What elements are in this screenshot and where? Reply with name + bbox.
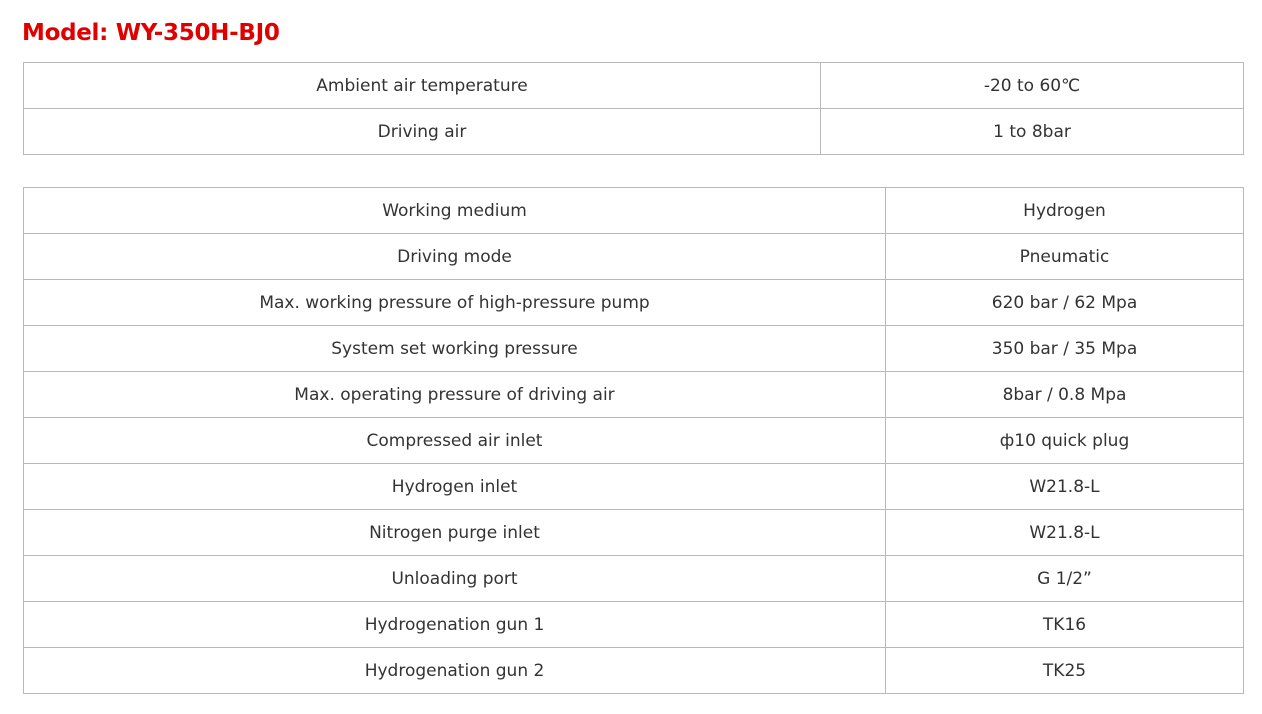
table-row [24, 648, 1244, 694]
table-row [24, 602, 1244, 648]
spec-label: Unloading port [24, 556, 886, 602]
table-row [24, 510, 1244, 556]
spec-value: ф10 quick plug [886, 418, 1244, 464]
table-row [24, 556, 1244, 602]
table-row [24, 418, 1244, 464]
technical-spec-table [23, 187, 1244, 694]
table-row [24, 234, 1244, 280]
spec-label: Hydrogen inlet [24, 464, 886, 510]
spec-value: W21.8-L [886, 510, 1244, 556]
spec-value: -20 to 60℃ [821, 63, 1244, 109]
spec-value: W21.8-L [886, 464, 1244, 510]
spec-label: System set working pressure [24, 326, 886, 372]
spec-label: Nitrogen purge inlet [24, 510, 886, 556]
spec-value: 350 bar / 35 Mpa [886, 326, 1244, 372]
spec-label: Ambient air temperature [24, 63, 821, 109]
table-row [24, 188, 1244, 234]
environment-spec-table [23, 62, 1244, 155]
table-row [24, 326, 1244, 372]
spec-value: 8bar / 0.8 Mpa [886, 372, 1244, 418]
spec-label: Working medium [24, 188, 886, 234]
table-row [24, 63, 1244, 109]
spec-label: Hydrogenation gun 1 [24, 602, 886, 648]
spec-label: Driving mode [24, 234, 886, 280]
spec-value: G 1/2” [886, 556, 1244, 602]
spec-value: TK16 [886, 602, 1244, 648]
table-row [24, 464, 1244, 510]
table-row [24, 109, 1244, 155]
spec-value: TK25 [886, 648, 1244, 694]
spec-value: Hydrogen [886, 188, 1244, 234]
table-row [24, 372, 1244, 418]
spec-label: Max. operating pressure of driving air [24, 372, 886, 418]
table-row [24, 280, 1244, 326]
spec-value: Pneumatic [886, 234, 1244, 280]
spec-value: 1 to 8bar [821, 109, 1244, 155]
spec-value: 620 bar / 62 Mpa [886, 280, 1244, 326]
spec-label: Compressed air inlet [24, 418, 886, 464]
spec-label: Hydrogenation gun 2 [24, 648, 886, 694]
spec-label: Driving air [24, 109, 821, 155]
spec-label: Max. working pressure of high-pressure pump [24, 280, 886, 326]
model-title: Model: WY-350H-BJ0 [22, 20, 280, 46]
